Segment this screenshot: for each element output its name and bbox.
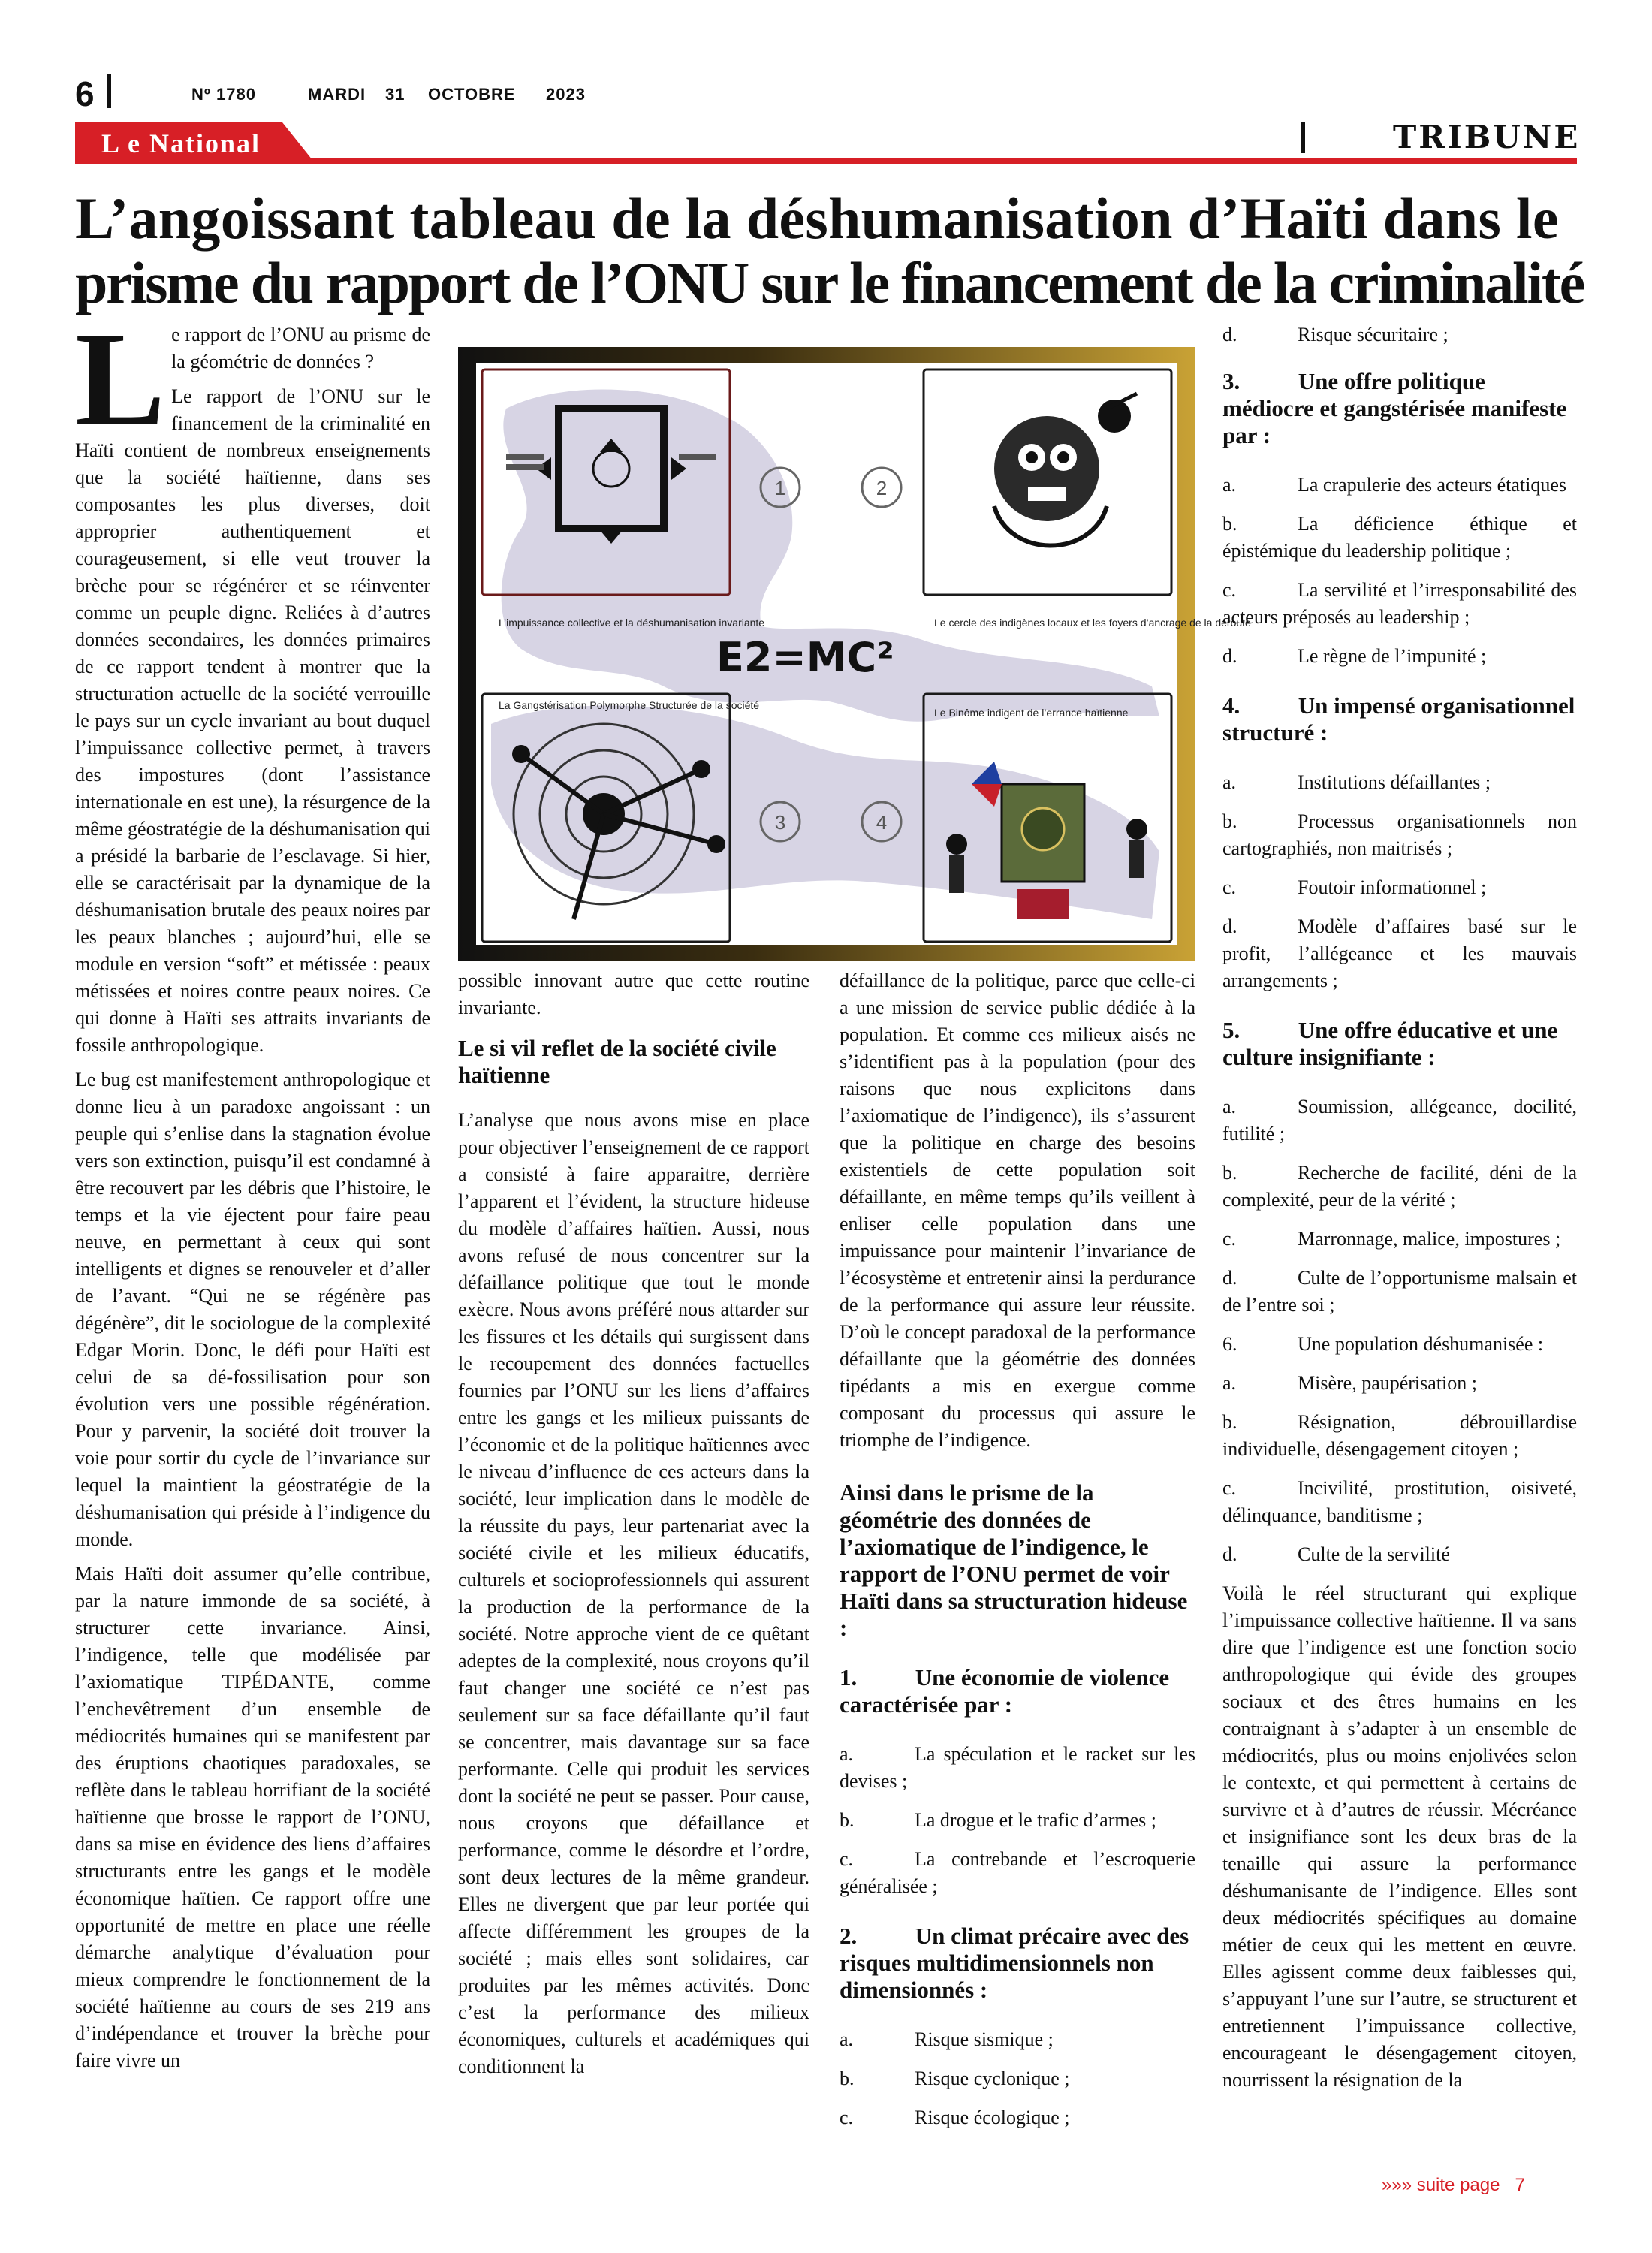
list-5 xyxy=(1222,1093,1577,1568)
continued-link[interactable]: »»» suite page 7 xyxy=(1382,2175,1525,2195)
list-item: b. Recherche de facilité, déni de la complexité, peur de la vérité ; xyxy=(1222,1162,1577,1211)
paragraph: Le bug est manifestement anthropologique et donne lieu à un paradoxe angoissant : un peuple qui s’enlise dans la stagnation évolue vers son extinction, puisqu’il est condamné à être recouvert par les débris que l’histoire, le temps et la vie éjectent pour faire peau neuve, en permettant à ceux qui sont intelligents et dignes se renouveler et d’aller de l’avant. “Qui ne se régénère pas dégénère”, dit le sociologue de la complexité Edgar Morin. Donc, le défi pour Haïti est celui de sa dé-fossilisation pour son évolution vers une possible régénération. Pour y parvenir, la société doit trouver la voie pour sortir du cycle de l’invariance sur lequel la maintient la géostratégie de la déshumanisation qui préside à l’indigence du monde. xyxy=(75,1069,430,1550)
column-1 xyxy=(75,304,430,2082)
paragraph: défaillance de la politique, parce que celle-ci a une mission de service public dédiée à la population. Et comme ces milieux aisés ne s’identifient pas à la population (pour des raisons que nous explicitons dans l’axiomatique de l’indigence), ils s’assurent que la politique en charge des besoins existentiels de cette population soit défaillante, en même temps qu’ils veillent à enliser celle population dans une impuissance pour maintenir l’invariance de l’écosystème et entretenir ainsi la perdurance de la performance qui assure leur réussite. D’où le concept paradoxal de la performance défaillante que la géométrie des données tipédants a mis en exergue comme composant du processus qui assure le triomphe de l’indigence. xyxy=(840,970,1195,1451)
paragraph: Voilà le réel structurant qui explique l’impuissance collective haïtienne. Il va sans dire que l’indigence est une fonction socio anthropologique qui évide des groupes sociaux et des êtres humains en les contraignant à s’adapter à un ensemble de médiocrités, plus ou moins enjolivées selon le contexte, et qui permettent à certains de survivre et à d’autres de réussir. Mécréance et insignifiance sont les deux bras de la tenaille qui assure la performance déshumanisante de l’indigence. Elles sont deux médiocrités spécifiques au domaine métier de ceux qui les mettent en œuvre. Elles agissent comme deux faiblesses qui, s’appuyant l’une sur l’autre, se structurent et entretiennent l’impuissance collective, encourageant le désengagement citoyen, nourrissent la résignation de la xyxy=(1222,1582,1577,2091)
list-2 xyxy=(840,2026,1195,2131)
list-item: c. Incivilité, prostitution, oisiveté, délinquance, banditisme ; xyxy=(1222,1477,1577,1526)
figure-caption-2: Le cercle des indigènes locaux et les foyers d’ancrage de la déroute xyxy=(934,617,1251,629)
brand-name: L e National xyxy=(101,128,261,158)
page-number: 6 xyxy=(75,74,95,113)
issue-date: 31 xyxy=(385,85,405,104)
list-item: b. Risque cyclonique ; xyxy=(840,2068,1070,2089)
figure-logo: E2=MC² xyxy=(716,634,894,681)
article-figure xyxy=(458,347,1251,961)
list-item: b. Résignation, débrouillardise individuelle, désengagement citoyen ; xyxy=(1222,1411,1577,1460)
header-divider xyxy=(107,74,111,108)
section-divider xyxy=(1301,122,1305,153)
issue-number: Nº 1780 xyxy=(191,85,256,104)
list-item: d. Le règne de l’impunité ; xyxy=(1222,645,1487,667)
list-item: a. Institutions défaillantes ; xyxy=(1222,771,1491,793)
list-item: c. Foutoir informationnel ; xyxy=(1222,876,1487,898)
figure-caption-4: Le Binôme indigent de l’errance haïtienne xyxy=(934,707,1129,719)
list-item: a. La crapulerie des acteurs étatiques xyxy=(1222,474,1567,496)
header-rule xyxy=(75,158,1577,164)
article-title xyxy=(75,185,1584,315)
subheading: Le si vil reflet de la société civile haïtienne xyxy=(458,1035,776,1088)
figure-number-3: 3 xyxy=(774,811,786,834)
list-item: b. La déficience éthique et épistémique du leadership politique ; xyxy=(1222,513,1577,562)
paragraph: Mais Haïti doit assumer qu’elle contribue, par la nature immonde de sa société, à structurer cette invariance. Ainsi, l’indigence, telle que modélisée par l’axiomatique TIPÉDANTE, comme l’enchevêtrement d’un ensemble de médiocrités humaines qui se manifestent par des éruptions chaotiques paradoxales, se reflète dans le tableau horrifiant de la société haïtienne que brosse le rapport de l’ONU, dans sa mise en évidence des liens d’affaires structurants entre les gangs et le modèle économique haïtien. Ce rapport offre une opportunité de mettre en place une réelle démarche analytique d’évaluation pour mieux comprendre le fonctionnement de la société haïtienne au cours de ses 219 ans d’indépendance et trouver la brèche pour faire vivre un xyxy=(75,1563,430,2071)
issue-year: 2023 xyxy=(546,85,586,104)
list-item: d. Culte de la servilité xyxy=(1222,1543,1450,1565)
list-item: a. La spéculation et le racket sur les devises ; xyxy=(840,1743,1195,1792)
list-heading-5: 5. Une offre éducative et une culture insignifiante : xyxy=(1222,1017,1564,1070)
issue-month: OCTOBRE xyxy=(428,85,516,104)
title-line-2: prisme du rapport de l’ONU sur le financement de la criminalité xyxy=(75,250,1584,315)
section-heading: Ainsi dans le prisme de la géométrie des données de l’axiomatique de l’indigence, le rapport de l’ONU permet de voir Haïti dans sa structuration hideuse : xyxy=(840,1479,1188,1641)
list-item: c. La contrebande et l’escroquerie généralisée ; xyxy=(840,1848,1195,1897)
list-item: a. Misère, paupérisation ; xyxy=(1222,1372,1477,1394)
list-item: b. La drogue et le trafic d’armes ; xyxy=(840,1809,1156,1831)
drop-cap: L xyxy=(75,304,166,454)
list-item: 6. Une population déshumanisée : xyxy=(1222,1333,1544,1355)
list-heading-1: 1. Une économie de violence caractérisée par : xyxy=(840,1664,1175,1718)
column-3 xyxy=(840,967,1195,2143)
list-item: d. Culte de l’opportunisme malsain et de l’entre soi ; xyxy=(1222,1267,1577,1316)
title-line-1: L’angoissant tableau de la déshumanisation d’Haïti dans le xyxy=(75,185,1559,251)
figure-number-2: 2 xyxy=(876,477,888,499)
list-1 xyxy=(840,1741,1195,1900)
column-2 xyxy=(458,967,809,2088)
list-item: c. Risque écologique ; xyxy=(840,2107,1070,2128)
list-3 xyxy=(1222,472,1577,670)
column-4 xyxy=(1222,321,1581,2101)
list-item: d. Risque sécuritaire ; xyxy=(1222,324,1449,345)
list-heading-3: 3. Une offre politique médiocre et gangstérisée manifeste par : xyxy=(1222,368,1572,448)
lead-question: e rapport de l’ONU au prisme de la géométrie de données ? xyxy=(171,324,430,372)
list-item: c. Marronnage, malice, impostures ; xyxy=(1222,1228,1561,1250)
section-name: TRIBUNE xyxy=(1393,119,1581,155)
list-4 xyxy=(1222,769,1577,994)
list-item: b. Processus organisationnels non cartographiés, non maitrisés ; xyxy=(1222,810,1577,859)
list-item: c. La servilité et l’irresponsabilité des acteurs préposés au leadership ; xyxy=(1222,579,1577,628)
figure-number-1: 1 xyxy=(774,477,786,499)
haiti-map-diagram xyxy=(476,363,1251,945)
paragraph: L’analyse que nous avons mise en place pour objectiver l’enseignement de ce rapport a consisté à faire apparaitre, derrière l’apparent et l’évident, la structure hideuse du modèle d’affaires haïtien. Aussi, nous avons refusé de nous concentrer sur la défaillance politique que tout le monde exècre. Nous avons préféré nous attarder sur les fissures et les détails qui surgissent dans le recoupement des données factuelles fournies par l’ONU sur les liens d’affaires entre les gangs et les milieux puissants de l’économie et de la politique haïtiennes avec le niveau d’influence de ces acteurs dans la société, leur implication dans le modèle de la réussite du pays, leur partenariat avec la société civile et les milieux éducatifs, culturels et socioprofessionnels qui assurent la production de la performance de la société. Notre approche vient de ce quêtant adeptes de la complexité, nous croyons qu’il faut changer une société ce n’est pas seulement sur sa face défaillante qu’il faut se concentrer, mais davantage sur sa face performante. Celle qui produit les services dont la société ne peut se passer. Pour cause, nous croyons que défaillance et performance, comme le désordre et l’ordre, sont deux lectures de la même grandeur. Elles ne divergent que par leur portée qui affecte différemment les groupes de la société ; mais elles sont solidaires, car produites par les mêmes activités. Donc c’est la performance des milieux économiques, culturels et académiques qui conditionnent la xyxy=(458,1109,809,2077)
figure-number-4: 4 xyxy=(876,811,888,834)
list-heading-2: 2. Un climat précaire avec des risques multidimensionnels non dimensionnés : xyxy=(840,1923,1195,2003)
issue-day: MARDI xyxy=(308,85,366,104)
paragraph: possible innovant autre que cette routine invariante. xyxy=(458,970,809,1018)
list-item: a. Risque sismique ; xyxy=(840,2028,1054,2050)
figure-caption-1: L’impuissance collective et la déshumanisation invariante xyxy=(499,617,765,629)
list-item: d. Modèle d’affaires basé sur le profit, l’allégeance et les mauvais arrangements ; xyxy=(1222,915,1577,991)
list-heading-4: 4. Un impensé organisationnel structuré : xyxy=(1222,692,1581,746)
list-item: a. Soumission, allégeance, docilité, futilité ; xyxy=(1222,1096,1577,1145)
paragraph: Le rapport de l’ONU sur le financement de la criminalité en Haïti contient de nombreux enseignements que la société haïtienne, dans ses composantes les plus diverses, doit approprier authentiquement et courageusement, si elle veut trouver la brèche pour se régénérer et se réinventer comme un peuple digne. Reliées à d’autres données secondaires, les données primaires de ce rapport tendent à montrer que la structuration actuelle de la société verrouille le pays sur un cycle invariant au bout duquel l’impuissance collective permet, à travers des impostures (dont l’assistance internationale en est une), la résurgence de la même géostratégie de la déshumanisation qui a présidé la barbarie de l’esclavage. Si hier, elle se caractérisait par la dynamique de la déshumanisation brutale des peaux noires par les peaux blanches ; aujourd’hui, elle se module en version “soft” et métissée : peaux métissées et noires contre peaux noires. Ce qui donne à Haïti ses attraits invariants de fossile anthropologique. xyxy=(75,385,430,1056)
figure-caption-3: La Gangstérisation Polymorphe Structurée de la société xyxy=(499,699,760,711)
